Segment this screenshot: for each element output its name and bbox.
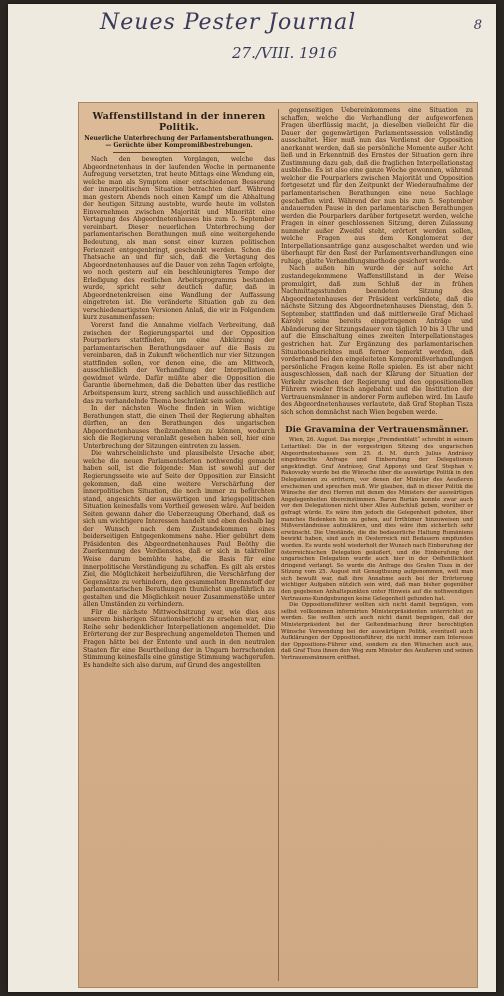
divider	[311, 419, 443, 420]
article-headline: Die Gravamina der Vertrauensmänner.	[285, 425, 469, 436]
article-body	[281, 437, 473, 661]
paragraph: Nach den bewegten Vorgängen, welche das Abgeordnetenhaus in der laufenden Woche in permanente Aufregung versetzten, trat heute Mittags eine Wendung ein, welche man als Symptom einer entschiedenen Besserung der innerpolitischen Situation betrachten darf. Während man gestern Abends noch einen Kampf um die Abhaltung der heutigen Sitzung austobte, wurde heute im vollsten Einvernehmen zwischen Majorität und Minorität eine Vertagung des Abgeordnetenhauses bis zum 5. September vereinbart. Dieser neuerlichen Unterbrechung der parlamentarischen Berathungen muß eine weitergehende Bedeutung, als man sonst einer kurzen politischen Ferienzeit entgegenbringt, geschenkt werden. Schon die Thatsache an und für sich, daß die Vertagung des Abgeordnetenhauses auf die Dauer von zehn Tagen erfolgte, wo noch gestern auf ein beschleunigteres Tempo der Erledigung des restlichen Arbeitsprogramms bestanden wurde, spricht sehr deutlich dafür, daß in Abgeordnetenkreisen eine Wandlung der Auffassung eingetreten ist. Die veränderte Situation gab zu den verschiedenartigsten Versionen Anlaß, die wir in Folgendem kurz zusammenfassen:	[83, 156, 275, 322]
paragraph: Nach außen hin wurde der auf solche Art zustandegekommene Waffenstillstand in der Weise promulgirt, daß zum Schluß der in frühen Nachmittagsstunden beendeten Sitzung des Abgeordnetenhauses der Präsident verkündete, daß die nächste Sitzung des Abgeordnetenhauses Dienstag, den 5. September, stattfinden und daß mittlerweile Graf Michael Károlyi seine bereits eingetragenen Anträge und Abänderung der Sitzungsdauer von täglich 10 bis 3 Uhr und auf die Einschaltung eines zweiten Interpellationstages gestrichen hat. Zur Ergänzung des parlamentarischen Situationsberichtes muß ferner bemerkt werden, daß vorderhand bei den eingeleiteten Kompromißverhandlungen persönliche Fragen keine Rolle spielen. Es ist aber nicht ausgeschlossen, daß nach der Klärung der Situation der Verkehr zwischen der Regierung und den oppositionellen Führern wieder frisch angebahnt und die Institution der Vertrauensmänner in anderer Form aufleben wird. Im Laufe des Abgeordnetenhauses verlautete, daß Graf Stephan Tisza sich schon demnächst nach Wien begeben werde.	[281, 265, 473, 416]
divider	[113, 152, 245, 153]
paragraph: Vorerst fand die Annahme vielfach Verbreitung, daß zwischen der Regierungspartei und der Opposition Pourparlers stattfinden, um eine Abkürzung der parlamentarischen Berathungsdauer auf die Basis zu vereinbaren, daß in Zukunft wöchentlich nur vier Sitzungen stattfinden sollen, vor denen eine, die am Mittwoch, ausschließlich der Verhandlung der Interpellationen gewidmet würde. Dafür müßte aber die Opposition die Garantie übernehmen, daß die Debatten über das restliche Arbeitspensum kurz, streng sachlich und ausschließlich auf das zu verhandelnde Thema beschränkt sein sollen.	[83, 322, 275, 405]
column-right	[281, 107, 473, 983]
paragraph: In der nächsten Woche finden in Wien wichtige Berathungen statt, die einen Theil der Regierung abhalten dürften, an den Berathungen des ungarischen Abgeordnetenhauses theilzunehmen zu können, wodurch sich die Regierung veranlaßt gesehen haben soll, hier eine Unterbrechung der Sitzungen eintreten zu lassen.	[83, 405, 275, 450]
paragraph: Für die nächste Mittwochsitzung war, wie dies aus unserem bisherigen Situationsbericht zu ersehen war, eine Reihe sehr bedenklicher Interpellationen angemeldet. Die Erörterung der zur Besprechung angemeldeten Themen und Fragen hätte bei der Entente und auch in den neutralen Staaten für eine Beurtheilung der in Ungarn herrschenden Stimmung keinesfalls eine günstige Stimmung wachgerufen. Es handelte sich also darum, auf Grund des angestellten	[83, 608, 275, 669]
paragraph: Die Oppositionsführer wollten sich nicht damit begnügen, vom selbst vollkommen informirten Ministerpräsidenten unterrichtet zu werden. Sie wollten sich auch nicht damit begnügen, daß der Ministerpräsident bei der Geltendmachung ihrer berechtigten Wünsche Verwendung bei der auswärtigen Politik, eventuell auch Aufklärungen der Oppositionsführer, die nicht immer zum Interesse der Oppositions-Führer sind, sondern zu den Wünschen auch aus, daß Graf Tisza ihnen den Weg zum Minister des Aeußeren und seinen Vertrauensmännern eröffnet.	[281, 602, 473, 662]
newspaper-clipping	[78, 102, 478, 988]
handwritten-newspaper-title: Neues Pester Journal	[100, 10, 357, 35]
column-left	[83, 107, 275, 983]
mount-sheet	[8, 4, 496, 992]
paragraph: Die wahrscheinlichste und plausibelste Ursache aber, welche die neuen Parlamentsferien nothwendig gemacht haben soll, ist die folgende: Man ist sowohl auf der Regierungsseite wie auf Seite der Opposition zur Einsicht gekommen, daß eine weitere Verschärfung der innerpolitischen Situation, die noch immer zu befürchten stand, angesichts der auswärtigen und kriegspolitischen Situation keinesfalls vom Vortheil gewesen wäre. Auf beiden Seiten gewann daher die Ueberzeugung Oberhand, daß es sich um wichtigere Interessen handelt und eben deshalb lag der Wunsch nach dem Zustandekommen eines beiderseitigen Entgegenkommens nahe. Hier gebührt dem Präsidenten des Abgeordnetenhauses Paul Beöthy die Zuerkennung des Verdienstes, daß er sich in taktvoller Weise darum bemühte habe, die Basis für eine innerpolitische Verständigung zu schaffen. Es gilt als erstes Ziel, die Möglichkeit herbeizuführen, die Verschärfung der Gegensätze zu verhindern, den gesammelten Brennstoff der parlamentarischen Berathungen thunlichst ungefährlich zu gestalten und die Möglichkeit neuer Zusammenstöße unter allen Umständen zu verhindern.	[83, 450, 275, 609]
paragraph: gegenseitigen Uebereinkommens eine Situation zu schaffen, welche die Verhandlung der aufgeworfenen Fragen überflüssig macht, ja dieselben vielleicht für die Dauer der gegenwärtigen Parlamentssession vollständig ausschaltet. Hier muß nun das Verdienst der Opposition anerkannt werden, daß sie persönliche Momente außer Acht ließ und in Erkenntniß des Ernstes der Situation gern ihre Zustimmung dazu gab, daß die fraglichen Interpellationstag ausbleibe. Es ist also eine ganze Woche gewonnen, während welcher die Pourparlers zwischen Majorität und Opposition fortgesetzt und für den Zeitpunkt der Wiederaufnahme der parlamentarischen Berathungen eine neue Sachlage geschaffen wird. Während der nun bis zum 5. September andauernden Pause in den parlamentarischen Berathungen werden die Pourparlers darüber fortgesetzt werden, welche Fragen in einer geschlossenen Sitzung, deren Zulassung nunmehr außer Zweifel steht, erörtert werden sollen, welche Fragen aus dem Konglomerat der Interpellationsanträge ganz ausgeschaltet werden und wie überhaupt für den Rest der Parlamentsverhandlungen eine ruhige, glatte Verhandlungsmethode gesichert werde.	[281, 107, 473, 265]
article-headline: Waffenstillstand in der inneren Politik.	[92, 111, 266, 133]
column-rule	[278, 109, 279, 981]
handwritten-page-number: 8	[473, 18, 482, 33]
article-subheading: Neuerliche Unterbrechung der Parlamentsberathungen. — Gerüchte über Kompromißbestrebungen.	[84, 135, 274, 149]
paragraph: Wien, 26. August. Das morgige „Fremdenblatt“ schreibt in seinem Leitartikel: Die in der vorgestrigen Sitzung des ungarischen Abgeordnetenhauses vom 25. d. M. durch Julius Andrássy eingebrachte Anfrage und Einberufung der Delegationen angekündigt. Graf Andrássy, Graf Apponyi und Graf Stephan v. Rakovszky wurde bei die Wünsche über die auswärtige Politik in den Delegationen zu erörtern, vor denen der Minister des Aeußeren erscheinen und sprechen muß. Wir glauben, daß in dieser Politik die Wünsche der drei Herren mit denen des Ministers der auswärtigen Angelegenheiten übereinstimmen. Baron Burián konnte zwar auch vor den Delegationen nicht über Alles Aufschluß geben, worüber er gefragt würde. Es wäre ihm jedoch die Gelegenheit geboten, über manches Bedenken hin zu gehen, auf Irrthümer hinzuweisen und Mißverständnisse aufzuklären, und dies wäre ihm sicherlich sehr erwünscht. Die Umstände, die die bedauerliche Haltung Rumäniens bewirkt haben, sind auch in Oesterreich mit Bedauern empfunden worden. Es wurde wohl wiederholt der Wunsch nach Einberufung der österreichischen Delegation geäußert, und die Einberufung der ungarischen Delegation wurde auch hier in der Oeffentlichkeit dringend verlangt. So wurde die Anfrage des Grafen Tisza in der Sitzung vom 25. August mit Genugthuung aufgenommen, weil man sich bewußt war, daß ihre Annahme auch bei der Erörterung wichtiger Aufgaben nützlich sein wird, daß man bisher gegenüber den gegebenen Anhaltspunkten unter Hinweis auf die nothwendigen Vertrauens-Kundgebungen keine Gelegenheit gefunden hat.	[281, 437, 473, 602]
handwritten-date: 27./VIII. 1916	[232, 44, 338, 62]
